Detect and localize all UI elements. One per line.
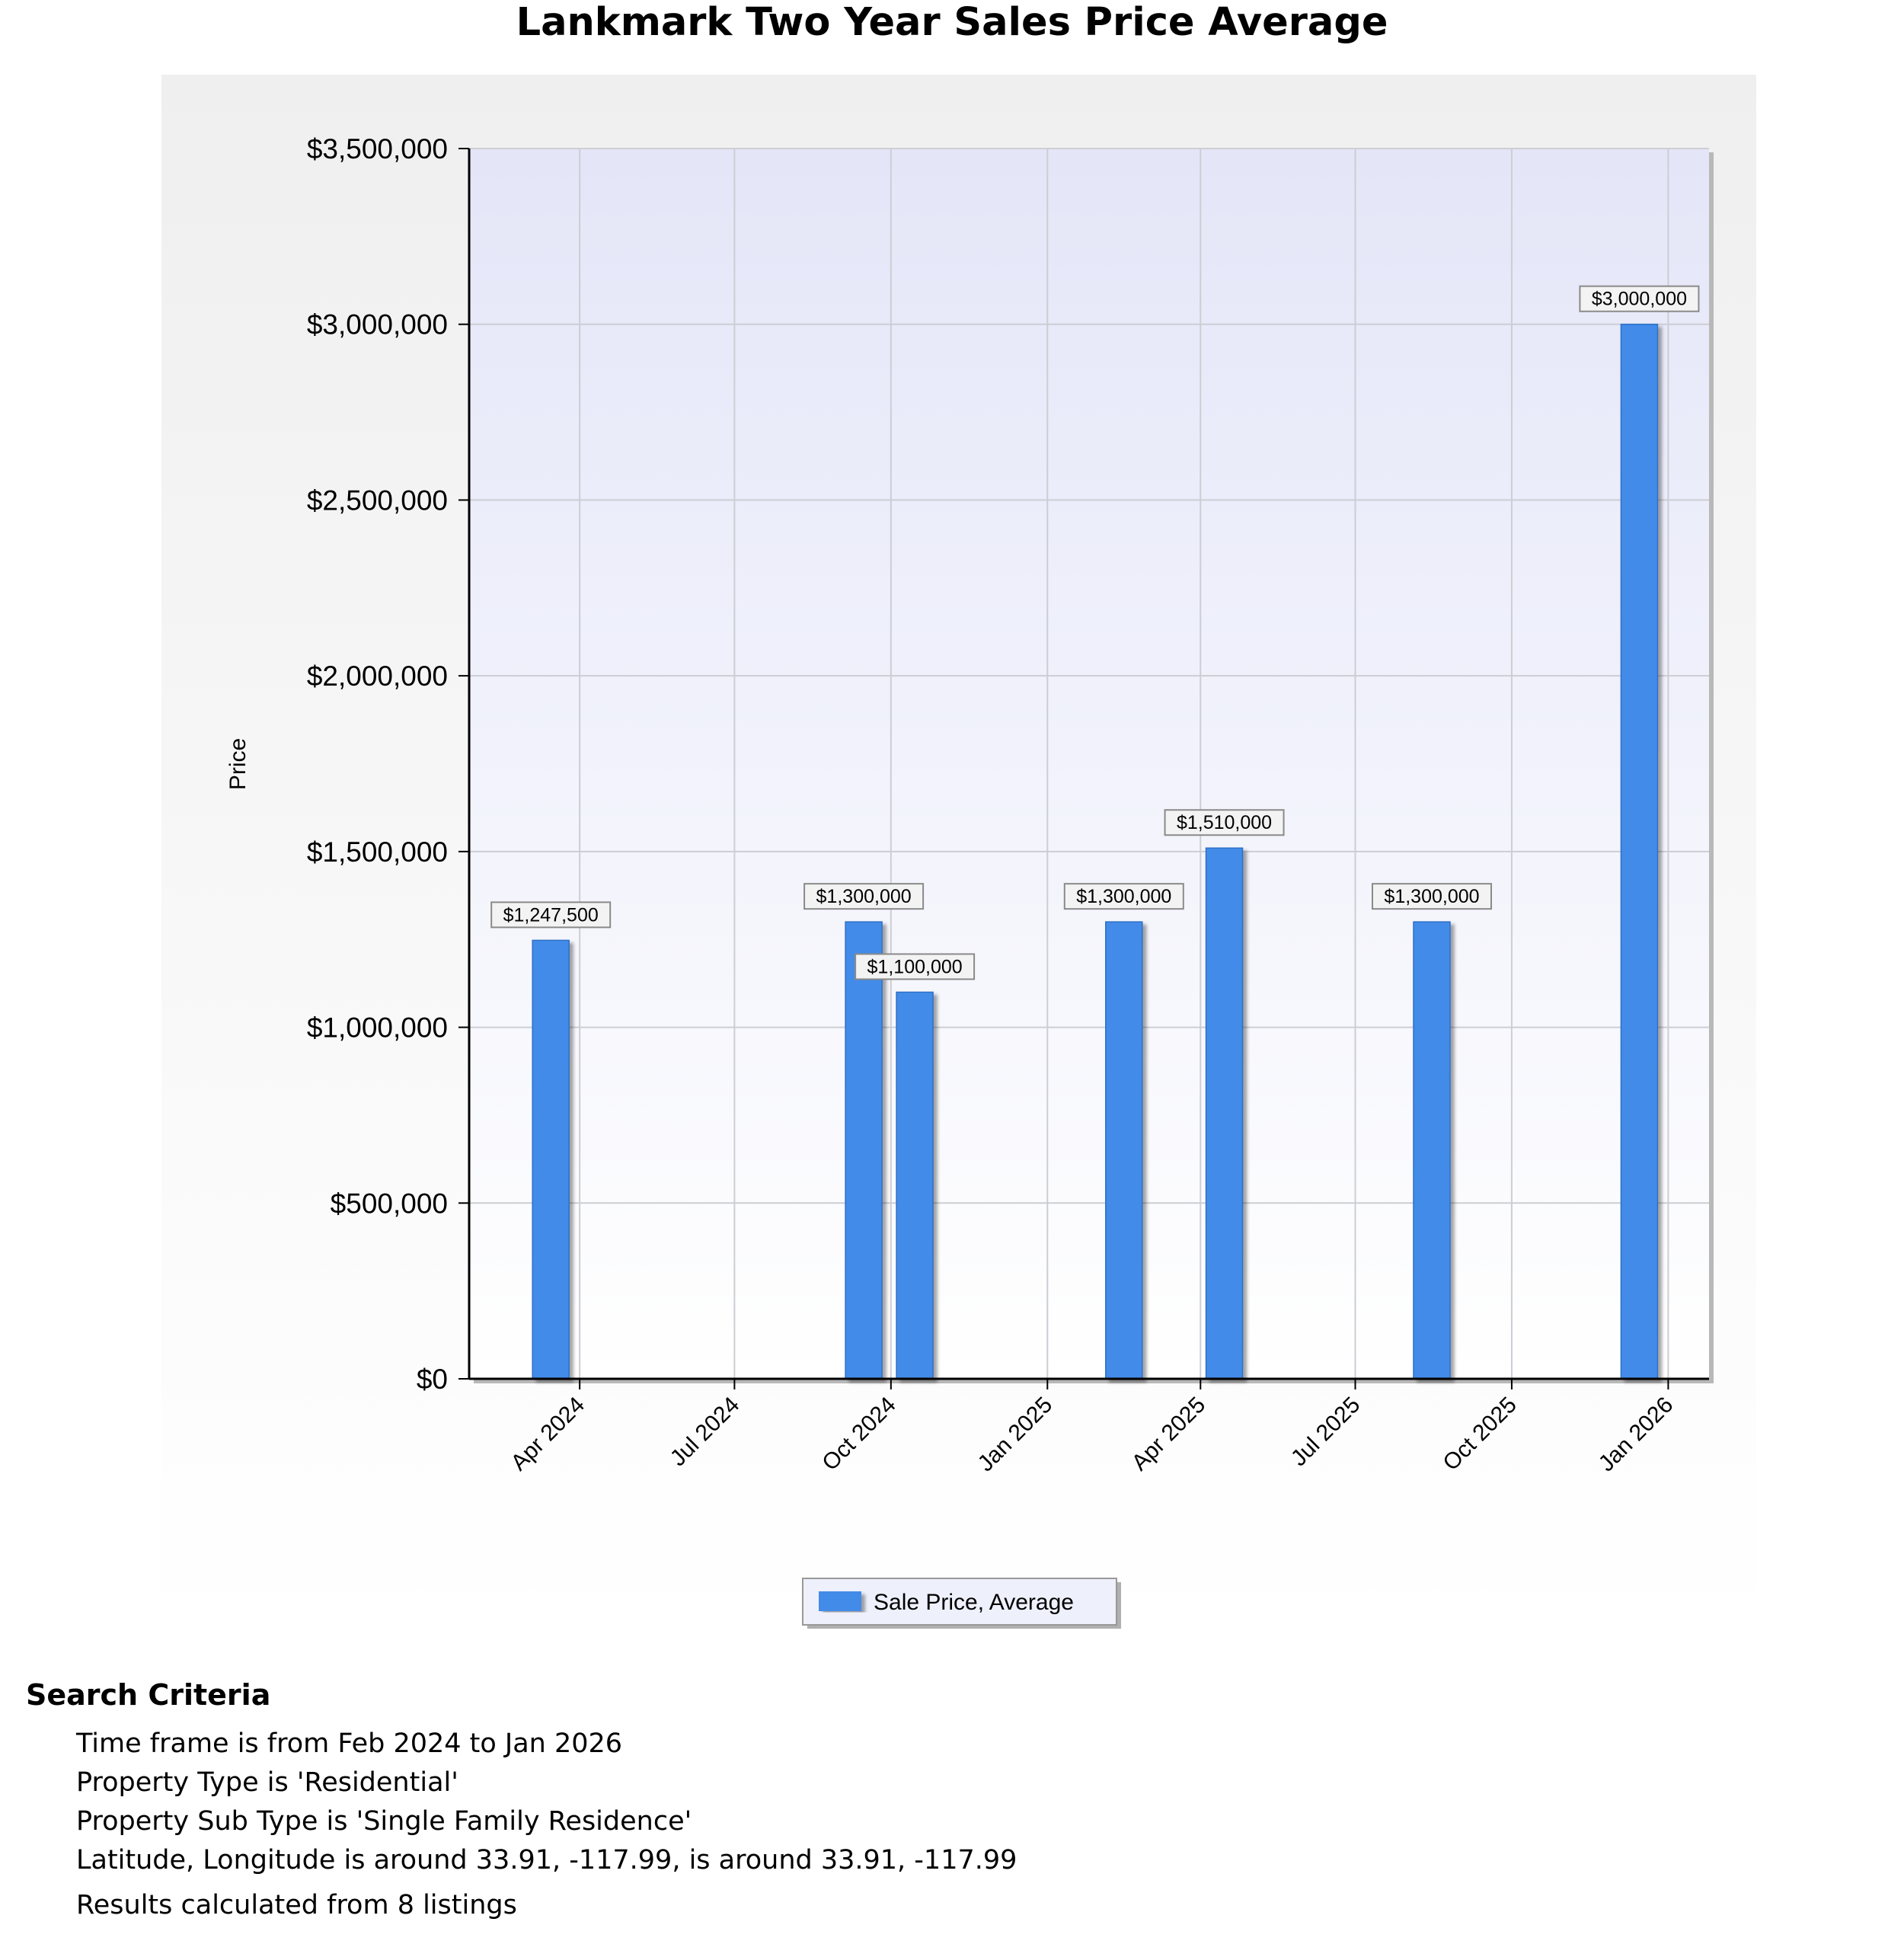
x-tick-label: Jan 2026 (1593, 1392, 1679, 1477)
data-label: $1,300,000 (816, 886, 912, 908)
y-tick-label: $2,500,000 (306, 484, 448, 516)
chart-title: Lankmark Two Year Sales Price Average (516, 0, 1388, 45)
bar (1206, 848, 1243, 1379)
bar (1621, 325, 1657, 1379)
y-tick-label: $2,000,000 (306, 660, 448, 692)
x-tick-label: Apr 2025 (1126, 1392, 1211, 1476)
x-tick-label: Oct 2025 (1438, 1392, 1522, 1476)
data-label: $1,300,000 (1076, 886, 1172, 908)
legend (803, 1578, 1121, 1629)
data-label: $1,300,000 (1384, 886, 1480, 908)
bar (532, 940, 569, 1379)
x-tick-label: Oct 2024 (817, 1392, 901, 1476)
legend-swatch (819, 1591, 861, 1611)
x-tick-label: Apr 2024 (506, 1392, 590, 1476)
y-tick-label: $3,500,000 (306, 133, 448, 165)
x-tick-label: Jan 2025 (973, 1392, 1058, 1477)
legend-entry-label: Sale Price, Average (874, 1590, 1074, 1615)
data-label: $1,247,500 (503, 904, 599, 926)
y-axis-title: Price (225, 737, 251, 791)
plot-area (469, 149, 1709, 1379)
data-label: $3,000,000 (1591, 288, 1688, 310)
bar (845, 922, 882, 1379)
y-tick-label: $500,000 (330, 1188, 448, 1220)
data-label: $1,100,000 (867, 956, 963, 978)
criteria-property-sub-type: Property Sub Type is 'Single Family Residence' (76, 1806, 692, 1837)
criteria-results-count: Results calculated from 8 listings (76, 1890, 517, 1920)
bar (896, 992, 933, 1379)
criteria-location: Latitude, Longitude is around 33.91, -117.99, is around 33.91, -117.99 (76, 1845, 1017, 1875)
bar (1414, 922, 1450, 1379)
criteria-property-type: Property Type is 'Residential' (76, 1767, 458, 1798)
y-tick-label: $1,000,000 (306, 1012, 448, 1044)
y-tick-label: $3,000,000 (306, 309, 448, 341)
x-tick-label: Jul 2024 (665, 1392, 745, 1472)
criteria-time-frame: Time frame is from Feb 2024 to Jan 2026 (76, 1728, 623, 1759)
search-criteria-heading: Search Criteria (26, 1678, 271, 1712)
data-label: $1,510,000 (1176, 812, 1273, 834)
x-tick-label: Jul 2025 (1286, 1392, 1366, 1472)
search-criteria (26, 1676, 1701, 1925)
bar (1106, 922, 1142, 1379)
y-tick-label: $1,500,000 (306, 836, 448, 868)
y-tick-label: $0 (416, 1364, 448, 1395)
